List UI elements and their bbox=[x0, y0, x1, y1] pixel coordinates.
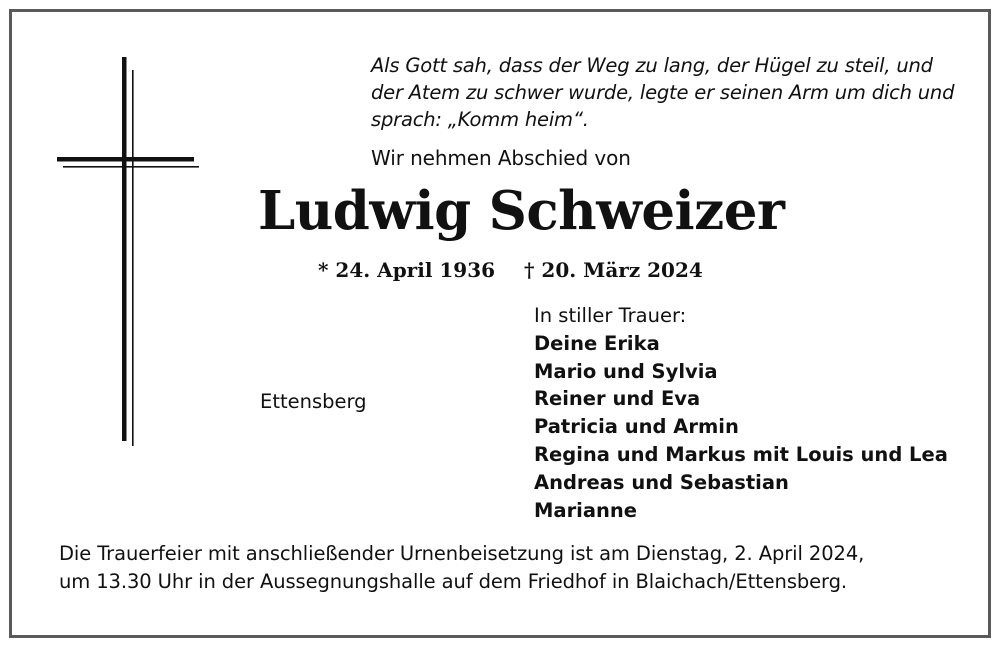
life-dates bbox=[318, 256, 703, 284]
mourner-item: Mario und Sylvia bbox=[534, 359, 718, 383]
mourner-item: Reiner und Eva bbox=[534, 387, 701, 411]
mourner-item: Deine Erika bbox=[534, 331, 660, 355]
mourner-item: Marianne bbox=[534, 498, 638, 522]
mourner-item: Andreas und Sebastian bbox=[534, 470, 789, 494]
quote-text: Als Gott sah, dass der Weg zu lang, der Hügel zu steil, und der Atem zu schwer wurde, legte er seinen Arm um dich und sprach: „Komm heim“. bbox=[371, 54, 955, 131]
mourner-item: Regina und Markus mit Louis und Lea bbox=[534, 442, 948, 466]
intro-text: Wir nehmen Abschied von bbox=[371, 146, 631, 170]
mourners-list bbox=[534, 302, 948, 524]
mourner-item: Patricia und Armin bbox=[534, 415, 739, 439]
mourners-intro: In stiller Trauer: bbox=[534, 304, 687, 327]
ceremony-info: Die Trauerfeier mit anschließender Urnenbeisetzung ist am Dienstag, 2. April 2024, um 13.30 Uhr in der Aussegnungshalle auf dem Friedhof in Blaichach/Ettensberg. bbox=[59, 542, 865, 593]
deceased-name: Ludwig Schweizer bbox=[258, 180, 785, 242]
birth-date: * 24. April 1936 bbox=[318, 258, 496, 282]
death-date: † 20. März 2024 bbox=[524, 258, 703, 282]
hometown: Ettensberg bbox=[260, 390, 367, 413]
